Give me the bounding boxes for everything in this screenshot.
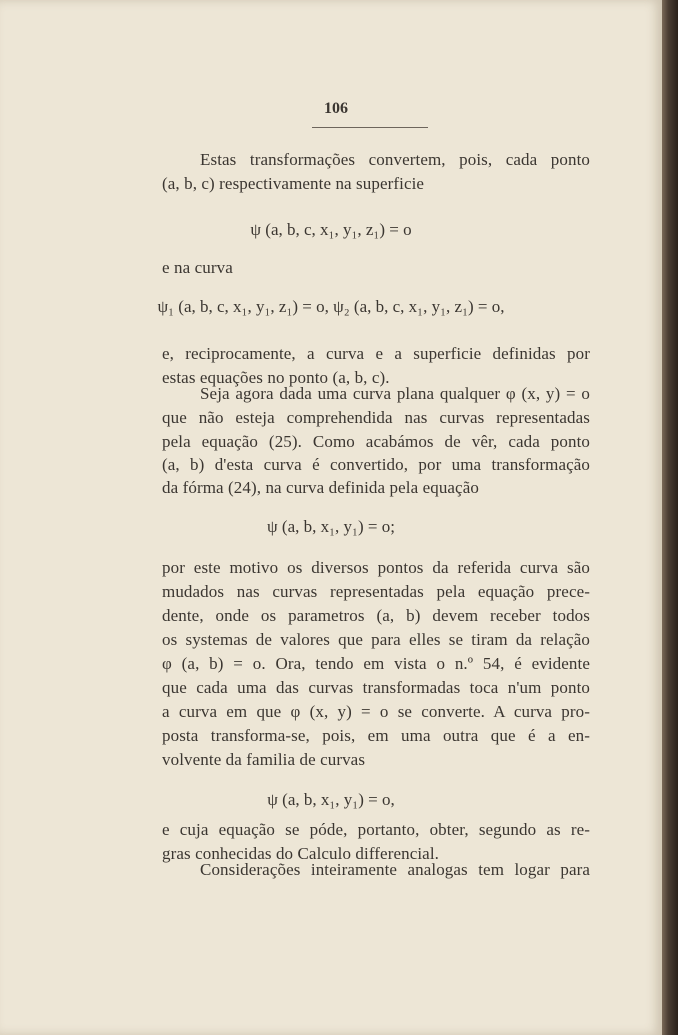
text-line: por este motivo os diversos pontos da referida curva são [162, 558, 590, 577]
page-gutter [662, 0, 678, 1035]
text-line: a curva em que φ (x, y) = o se converte. A curva pro- [162, 702, 590, 721]
text-line: e na curva [162, 258, 233, 277]
text-line: posta transforma-se, pois, em uma outra que é a en- [162, 726, 590, 745]
text-line: volvente da familia de curvas [162, 750, 366, 769]
text-line: (a, b) d'esta curva é convertido, por uma transformação [162, 455, 590, 474]
equation: ψ (a, b, c, x₁, y₁, z₁) = o [250, 220, 412, 239]
equation: ψ (a, b, x₁, y₁) = o; [267, 517, 395, 536]
text-line: e cuja equação se póde, portanto, obter, segundo as re- [162, 820, 590, 839]
text-line: gras conhecidas do Calculo differencial. [162, 844, 439, 863]
text-line: estas equações no ponto (a, b, c). [162, 368, 390, 387]
header-rule [312, 127, 428, 128]
equation: ψ (a, b, x₁, y₁) = o, [267, 790, 395, 809]
text-line: e, reciprocamente, a curva e a superficie definidas por [162, 344, 590, 363]
text-line: pela equação (25). Como acabámos de vêr, cada ponto [162, 432, 590, 451]
text-line: dente, onde os parametros (a, b) devem receber todos [162, 606, 590, 625]
text-line: Considerações inteiramente analogas tem logar para [200, 860, 590, 879]
text-line: (a, b, c) respectivamente na superficie [162, 174, 425, 193]
equation: ψ₁ (a, b, c, x₁, y₁, z₁) = o, ψ₂ (a, b, c, x₁, y₁, z₁) = o, [157, 297, 505, 316]
text-line: que cada uma das curvas transformadas toca n'um ponto [162, 678, 590, 697]
page-number: 106 [324, 100, 348, 117]
text-line: os systemas de valores que para elles se tiram da relação [162, 630, 590, 649]
text-line: Estas transformações convertem, pois, cada ponto [200, 150, 590, 169]
text-line: mudados nas curvas representadas pela equação prece- [162, 582, 590, 601]
text-line: da fórma (24), na curva definida pela equação [162, 478, 479, 497]
text-line: Seja agora dada uma curva plana qualquer φ (x, y) = o [200, 384, 590, 403]
text-line: que não esteja comprehendida nas curvas representadas [162, 408, 590, 427]
text-line: φ (a, b) = o. Ora, tendo em vista o n.º 54, é evidente [162, 654, 590, 673]
